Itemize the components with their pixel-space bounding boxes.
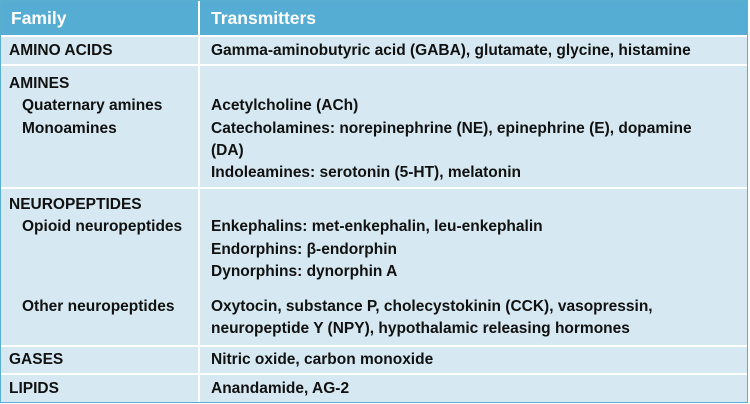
row-divider [1,373,747,375]
transmitters-endorphins: Endorphins: β-endorphin [211,241,397,258]
transmitters-catecholamines-cont: (DA) [211,142,244,159]
transmitters-amino-acids: Gamma-aminobutyric acid (GABA), glutamate, glycine, histamine [211,42,691,59]
column-divider [198,1,200,402]
transmitters-other-neuropeptides-cont: neuropeptide Y (NPY), hypothalamic releasing hormones [211,320,630,337]
header-transmitters: Transmitters [211,8,317,28]
transmitters-acetylcholine: Acetylcholine (ACh) [211,97,359,114]
subfamily-monoamines: Monoamines [22,120,117,137]
header-family: Family [11,8,67,28]
row-divider [1,345,747,347]
transmitters-indoleamines: Indoleamines: serotonin (5-HT), melatonin [211,164,522,181]
row-divider [1,64,747,66]
transmitters-dynorphins: Dynorphins: dynorphin A [211,263,398,280]
family-amines: AMINES [9,75,70,92]
row-divider [1,187,747,189]
subfamily-opioid-neuropeptides: Opioid neuropeptides [22,218,183,235]
family-lipids: LIPIDS [9,380,59,397]
transmitters-other-neuropeptides: Oxytocin, substance P, cholecystokinin (CCK), vasopressin, [211,298,653,315]
subfamily-quaternary-amines: Quaternary amines [22,97,163,114]
family-amino-acids: AMINO ACIDS [9,42,113,59]
family-neuropeptides: NEUROPEPTIDES [9,196,142,213]
subfamily-other-neuropeptides: Other neuropeptides [22,298,175,315]
transmitters-gases: Nitric oxide, carbon monoxide [211,351,434,368]
table-header [1,1,747,35]
transmitters-enkephalins: Enkephalins: met-enkephalin, leu-enkephalin [211,218,543,235]
transmitters-catecholamines: Catecholamines: norepinephrine (NE), epinephrine (E), dopamine [211,120,692,137]
transmitters-lipids: Anandamide, AG-2 [211,380,350,397]
family-gases: GASES [9,351,64,368]
row-divider [1,35,747,37]
